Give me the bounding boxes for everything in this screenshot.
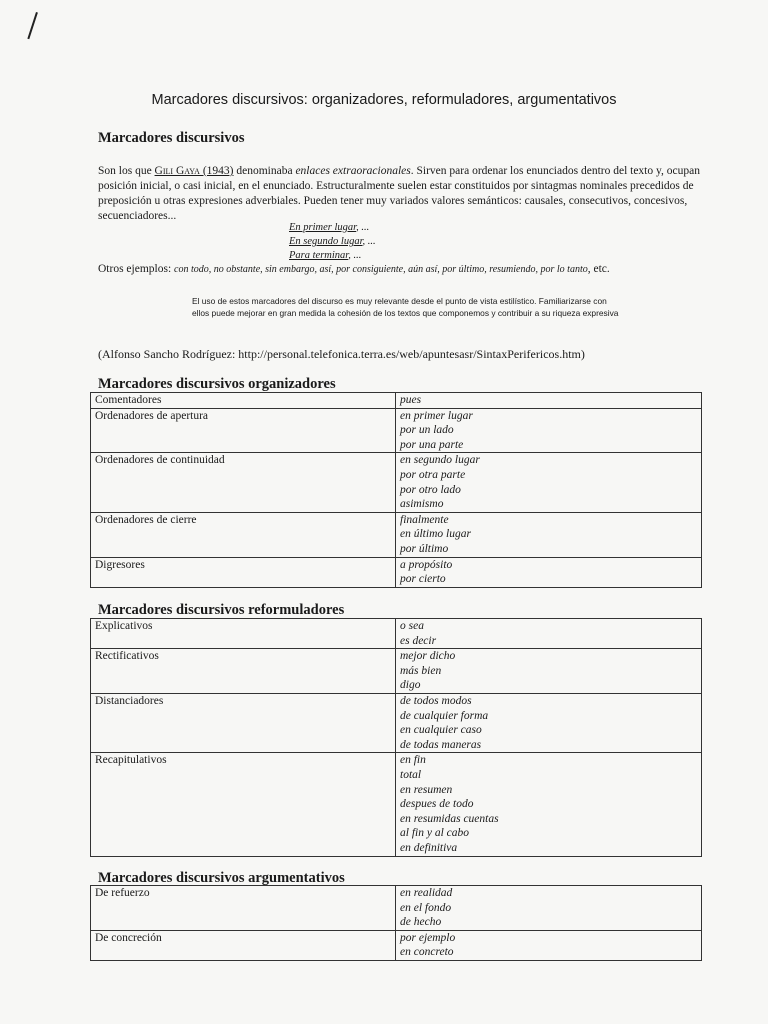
marker-examples-cell [396, 408, 702, 453]
marker-examples-cell [396, 753, 702, 856]
intro-mid: denominaba [233, 165, 296, 177]
marker-type-cell: Digresores [91, 557, 396, 587]
pen-mark [27, 12, 38, 39]
example-line [289, 222, 369, 233]
section-heading-reformuladores: Marcadores discursivos reformuladores [98, 602, 345, 618]
table-row [91, 649, 702, 694]
marker-type-cell: Ordenadores de cierre [91, 512, 396, 557]
other-examples-label: Otros ejemplos: [98, 263, 175, 275]
marker-example: es decir [400, 634, 437, 647]
marker-example: por ejemplo [400, 931, 456, 944]
marker-example: en último lugar [400, 528, 471, 541]
marker-example: total [400, 768, 422, 781]
example-suffix: , ... [356, 222, 370, 233]
marker-example: en resumen [400, 783, 453, 796]
marker-example: finalmente [400, 513, 449, 526]
marker-type-cell: Comentadores [91, 393, 396, 409]
marker-examples-cell [396, 557, 702, 587]
marker-examples-cell [396, 512, 702, 557]
marker-examples-cell [396, 886, 702, 931]
table-row [91, 512, 702, 557]
table-row [91, 619, 702, 649]
table-row [91, 886, 702, 931]
section-heading-marcadores: Marcadores discursivos [98, 130, 245, 146]
table-row [91, 693, 702, 752]
marker-example: en fin [400, 754, 426, 767]
source-citation: (Alfonso Sancho Rodríguez: http://personal.telefonica.terra.es/web/apuntesasr/SintaxPerifericos.htm) [98, 347, 585, 361]
table-row [91, 753, 702, 856]
marker-example: a propósito [400, 558, 453, 571]
marker-example: asimismo [400, 498, 444, 511]
example-underlined: En primer lugar [289, 222, 357, 233]
argumentativos-table [90, 885, 702, 961]
marker-example: o sea [400, 620, 424, 632]
marker-examples-cell [396, 393, 702, 409]
marker-example: despues de todo [400, 798, 474, 811]
table-row [91, 393, 702, 409]
marker-example: mejor dicho [400, 650, 456, 663]
marker-example: en segundo lugar [400, 454, 480, 467]
marker-example: de cualquier forma [400, 709, 489, 722]
organizadores-table [90, 392, 702, 588]
page-title: Marcadores discursivos: organizadores, reformuladores, argumentativos [151, 92, 617, 108]
marker-examples-cell [396, 649, 702, 694]
marker-example: por una parte [400, 438, 464, 451]
marker-example: por otra parte [400, 468, 466, 481]
other-examples-list: con todo, no obstante, sin embargo, así, por consiguiente, aún así, por último, resumiendo, por lo tanto [174, 264, 588, 275]
marker-example: en definitiva [400, 841, 458, 854]
reformuladores-table [90, 618, 702, 857]
marker-example: al fin y al cabo [400, 827, 469, 840]
marker-examples-cell [396, 619, 702, 649]
marker-example: por último [400, 542, 449, 555]
marker-example: por otro lado [400, 483, 461, 496]
marker-examples-cell [396, 693, 702, 752]
example-underlined: En segundo lugar [289, 236, 363, 247]
marker-example: por cierto [400, 573, 446, 586]
intro-rest: . Sirven para ordenar los enunciados dentro del texto y, ocupan posición inicial, o casi inicial, en el enunciado. Estructuralmente suelen estar constituidos por sintagmas nominales precedidos de preposición u otras expresiones adverbiales. Pueden tener muy variados valores semánticos: causales, consecutivos, concesivos, secuenciadores... [98, 165, 700, 222]
marker-examples-cell [396, 930, 702, 960]
marker-example: de todos modos [400, 694, 472, 707]
marker-type-cell: Ordenadores de apertura [91, 408, 396, 453]
intro-author: Gili Gaya (1943) [154, 165, 234, 177]
marker-example: de hecho [400, 916, 442, 929]
marker-example: digo [400, 679, 421, 692]
marker-type-cell: Distanciadores [91, 693, 396, 752]
intro-term: enlaces extraoracionales [295, 165, 411, 177]
marker-type-cell: De concreción [91, 930, 396, 960]
marker-example: en el fondo [400, 901, 452, 914]
section-heading-argumentativos: Marcadores discursivos argumentativos [98, 870, 345, 886]
intro-paragraph [98, 164, 703, 224]
marker-example: por un lado [400, 424, 454, 437]
example-line [289, 236, 376, 247]
marker-example: en resumidas cuentas [400, 812, 499, 825]
other-examples [98, 263, 610, 275]
intro-prefix: Son los que [98, 165, 155, 177]
marker-type-cell: Rectificativos [91, 649, 396, 694]
marker-example: en realidad [400, 887, 453, 899]
marker-example: en primer lugar [400, 409, 473, 422]
marker-type-cell: Recapitulativos [91, 753, 396, 856]
table-row [91, 408, 702, 453]
marker-type-cell: Explicativos [91, 619, 396, 649]
example-line [289, 250, 361, 261]
table-row [91, 557, 702, 587]
style-note: El uso de estos marcadores del discurso es muy relevante desde el punto de vista estilístico. Familiarizarse con ellos puede mejorar en gran medida la cohesión de los textos que componemos y contribuir a su riqueza expresiva [192, 296, 619, 318]
marker-example: más bien [400, 664, 442, 677]
example-suffix: , ... [362, 236, 376, 247]
marker-example: pues [400, 394, 422, 406]
marker-example: en concreto [400, 946, 454, 959]
example-suffix: , ... [348, 250, 362, 261]
marker-type-cell: Ordenadores de continuidad [91, 453, 396, 512]
table-row [91, 930, 702, 960]
marker-example: de todas maneras [400, 738, 482, 751]
other-examples-end: , etc. [587, 263, 610, 275]
table-row [91, 453, 702, 512]
example-underlined: Para terminar [289, 250, 349, 261]
marker-examples-cell [396, 453, 702, 512]
section-heading-organizadores: Marcadores discursivos organizadores [98, 376, 336, 392]
marker-example: en cualquier caso [400, 724, 482, 737]
marker-type-cell: De refuerzo [91, 886, 396, 931]
